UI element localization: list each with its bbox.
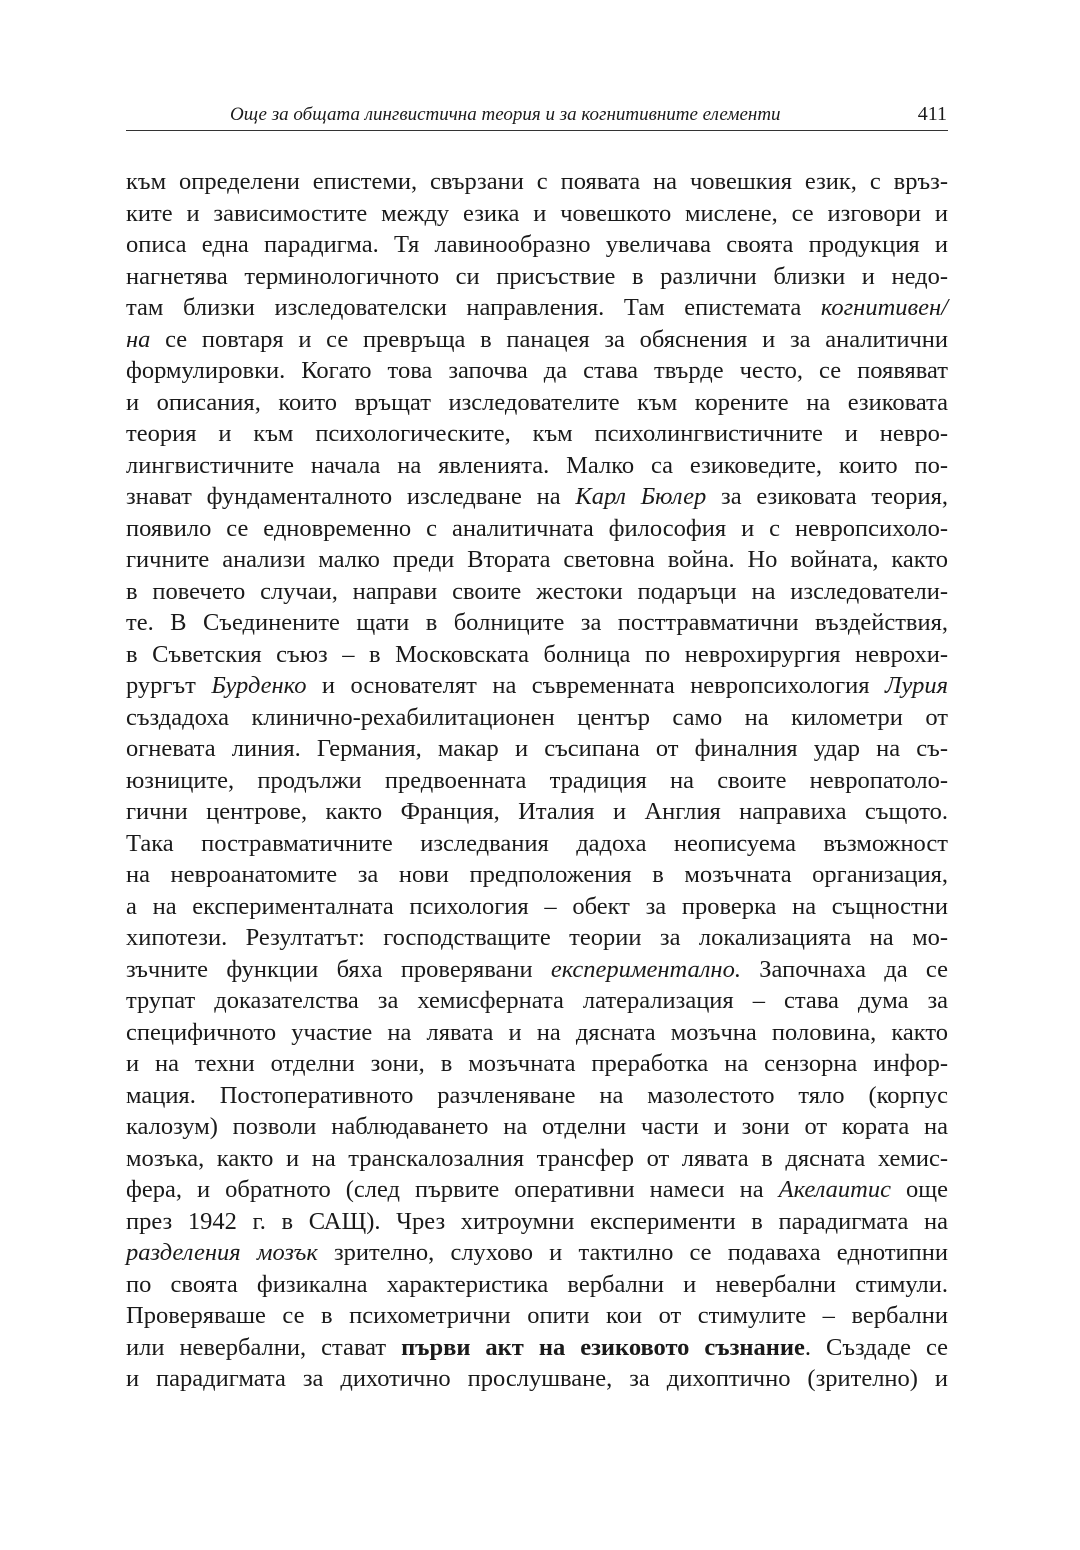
text-run: юзниците, продължи предвоенната традиция на своите невропатоло- bbox=[126, 766, 948, 794]
text-run: нагнетява терминологичното си присъствие в различни близки и недо- bbox=[126, 262, 948, 290]
text-line bbox=[126, 1111, 948, 1143]
text-run: се повтаря и се превръща в панацея за обяснения и за аналитични bbox=[150, 325, 948, 353]
running-header bbox=[126, 100, 948, 131]
text-line bbox=[126, 229, 948, 261]
text-run: към определени епистеми, свързани с появата на човешкия език, с връз- bbox=[126, 168, 948, 195]
text-line bbox=[126, 513, 948, 545]
text-run: ките и зависимостите между езика и човешкото мислене, се изговори и bbox=[126, 199, 948, 227]
italic-term: Бурденко bbox=[211, 672, 307, 699]
text-run: мация. Постоперативното разчленяване на мазолестото тяло (корпус bbox=[126, 1081, 948, 1109]
text-run: на невроанатомите за нови предположения в мозъчната организация, bbox=[126, 861, 948, 888]
text-line bbox=[126, 1017, 948, 1049]
text-line bbox=[126, 166, 948, 198]
text-run: знават фундаменталното изследване на bbox=[126, 483, 576, 510]
text-line bbox=[126, 324, 948, 356]
text-run: специфичното участие на лявата и на дясната мозъчна половина, както bbox=[126, 1018, 948, 1046]
italic-term: Лурия bbox=[884, 672, 949, 699]
text-line bbox=[126, 1206, 948, 1238]
text-run: Започнаха да се bbox=[740, 955, 948, 983]
italic-term: експериментално. bbox=[550, 955, 741, 983]
text-run: калозум) позволи наблюдаването на отделни части и зони от кората на bbox=[126, 1113, 948, 1140]
text-line bbox=[126, 954, 948, 986]
page-number: 411 bbox=[917, 103, 947, 125]
text-line bbox=[126, 733, 948, 765]
text-line bbox=[126, 387, 948, 419]
text-run: Проверяваше се в психометрични опити кои от стимулите – вербални bbox=[126, 1302, 948, 1329]
text-line bbox=[126, 639, 948, 671]
text-line bbox=[126, 450, 948, 482]
text-line bbox=[126, 859, 948, 891]
italic-term: Акелаитис bbox=[778, 1176, 891, 1203]
text-run: теория и към психологическите, към психолингвистичните и невро- bbox=[126, 420, 948, 447]
text-line bbox=[126, 796, 948, 828]
text-run: те. В Съединените щати в болниците за посттравматични въздействия, bbox=[126, 609, 948, 636]
text-run: . Създаде се bbox=[804, 1333, 948, 1361]
text-line bbox=[126, 481, 948, 513]
text-run: а на експерименталната психология – обект за проверка на същностни bbox=[126, 892, 948, 920]
text-line bbox=[126, 1269, 948, 1301]
text-line bbox=[126, 292, 948, 324]
text-run: формулировки. Когато това започва да става твърде често, се появяват bbox=[126, 357, 948, 384]
text-run: и описания, които връщат изследователите към корените на езиковата bbox=[126, 388, 948, 416]
text-run: в Съветския съюз – в Московската болница по неврохирургия неврохи- bbox=[126, 640, 948, 668]
text-line bbox=[126, 922, 948, 954]
italic-term: когнитивен/ bbox=[820, 294, 948, 321]
text-line bbox=[126, 1237, 948, 1269]
text-line bbox=[126, 576, 948, 608]
text-line bbox=[126, 607, 948, 639]
text-line bbox=[126, 418, 948, 450]
text-run: по своята физикална характеристика вербални и невербални стимули. bbox=[126, 1270, 948, 1298]
text-run: хипотези. Резултатът: господстващите теории за локализацията на мо- bbox=[126, 924, 948, 951]
text-run: Така постравматичните изследвания дадоха неописуема възможност bbox=[126, 829, 948, 857]
text-run: през 1942 г. в САЩ). Чрез хитроумни експерименти в парадигмата на bbox=[126, 1207, 948, 1235]
text-run: зрително, слухово и тактилно се подаваха еднотипни bbox=[317, 1239, 948, 1266]
text-run: още bbox=[891, 1176, 948, 1203]
italic-term: Карл Бюлер bbox=[575, 483, 707, 510]
text-run: лингвистичните начала на явленията. Малко са езиковедите, които по- bbox=[126, 451, 948, 479]
text-run: огневата линия. Германия, макар и съсипана от финалния удар на съ- bbox=[126, 735, 948, 762]
text-line bbox=[126, 1080, 948, 1112]
text-run: трупат доказателства за хемисферната латерализация – става дума за bbox=[126, 987, 948, 1014]
text-line bbox=[126, 1174, 948, 1206]
text-line bbox=[126, 985, 948, 1017]
text-line bbox=[126, 1300, 948, 1332]
text-line bbox=[126, 355, 948, 387]
running-title: Още за общата лингвистична теория и за когнитивните елементи bbox=[230, 104, 781, 125]
text-line bbox=[126, 765, 948, 797]
text-line bbox=[126, 198, 948, 230]
italic-term: разделения мозък bbox=[126, 1239, 318, 1266]
text-run: или невербални, стават bbox=[126, 1333, 402, 1361]
text-run: създадоха клинично-рехабилитационен център само на километри от bbox=[126, 703, 948, 731]
text-run: гични центрове, както Франция, Италия и Англия направиха същото. bbox=[126, 798, 948, 825]
text-line bbox=[126, 1048, 948, 1080]
text-run: мозъка, както и на транскалозалния трансфер от лявата в дясната хемис- bbox=[126, 1144, 948, 1172]
text-run: за езиковата теория, bbox=[706, 483, 948, 510]
text-run: гичните анализи малко преди Втората световна война. Но войната, както bbox=[126, 546, 948, 573]
text-line bbox=[126, 261, 948, 293]
bold-term: първи акт на езиковото съзнание bbox=[401, 1333, 805, 1361]
text-run: и на техни отделни зони, в мозъчната преработка на сензорна инфор- bbox=[126, 1050, 948, 1077]
text-run: там близки изследователски направления. Там епистемата bbox=[126, 294, 821, 321]
text-line bbox=[126, 1143, 948, 1175]
text-run: рургът bbox=[126, 672, 212, 699]
text-run: зъчните функции бяха проверявани bbox=[126, 955, 551, 983]
body-text bbox=[126, 166, 948, 1395]
text-run: описа една парадигма. Тя лавинообразно увеличава своята продукция и bbox=[126, 231, 948, 258]
italic-term: на bbox=[126, 325, 151, 353]
text-line bbox=[126, 1363, 948, 1395]
text-run: появило се едновременно с аналитичната философия и с невропсихоло- bbox=[126, 514, 948, 542]
text-run: в повечето случаи, направи своите жестоки подаръци на изследователи- bbox=[126, 577, 948, 605]
text-line bbox=[126, 828, 948, 860]
text-line bbox=[126, 544, 948, 576]
text-line bbox=[126, 702, 948, 734]
text-run: и парадигмата за дихотично прослушване, за дихоптично (зрително) и bbox=[126, 1365, 948, 1392]
text-line bbox=[126, 1332, 948, 1364]
text-run: фера, и обратното (след първите оперативни намеси на bbox=[126, 1176, 779, 1203]
text-run: и основателят на съвременната невропсихология bbox=[306, 672, 885, 699]
text-line bbox=[126, 670, 948, 702]
text-line bbox=[126, 891, 948, 923]
